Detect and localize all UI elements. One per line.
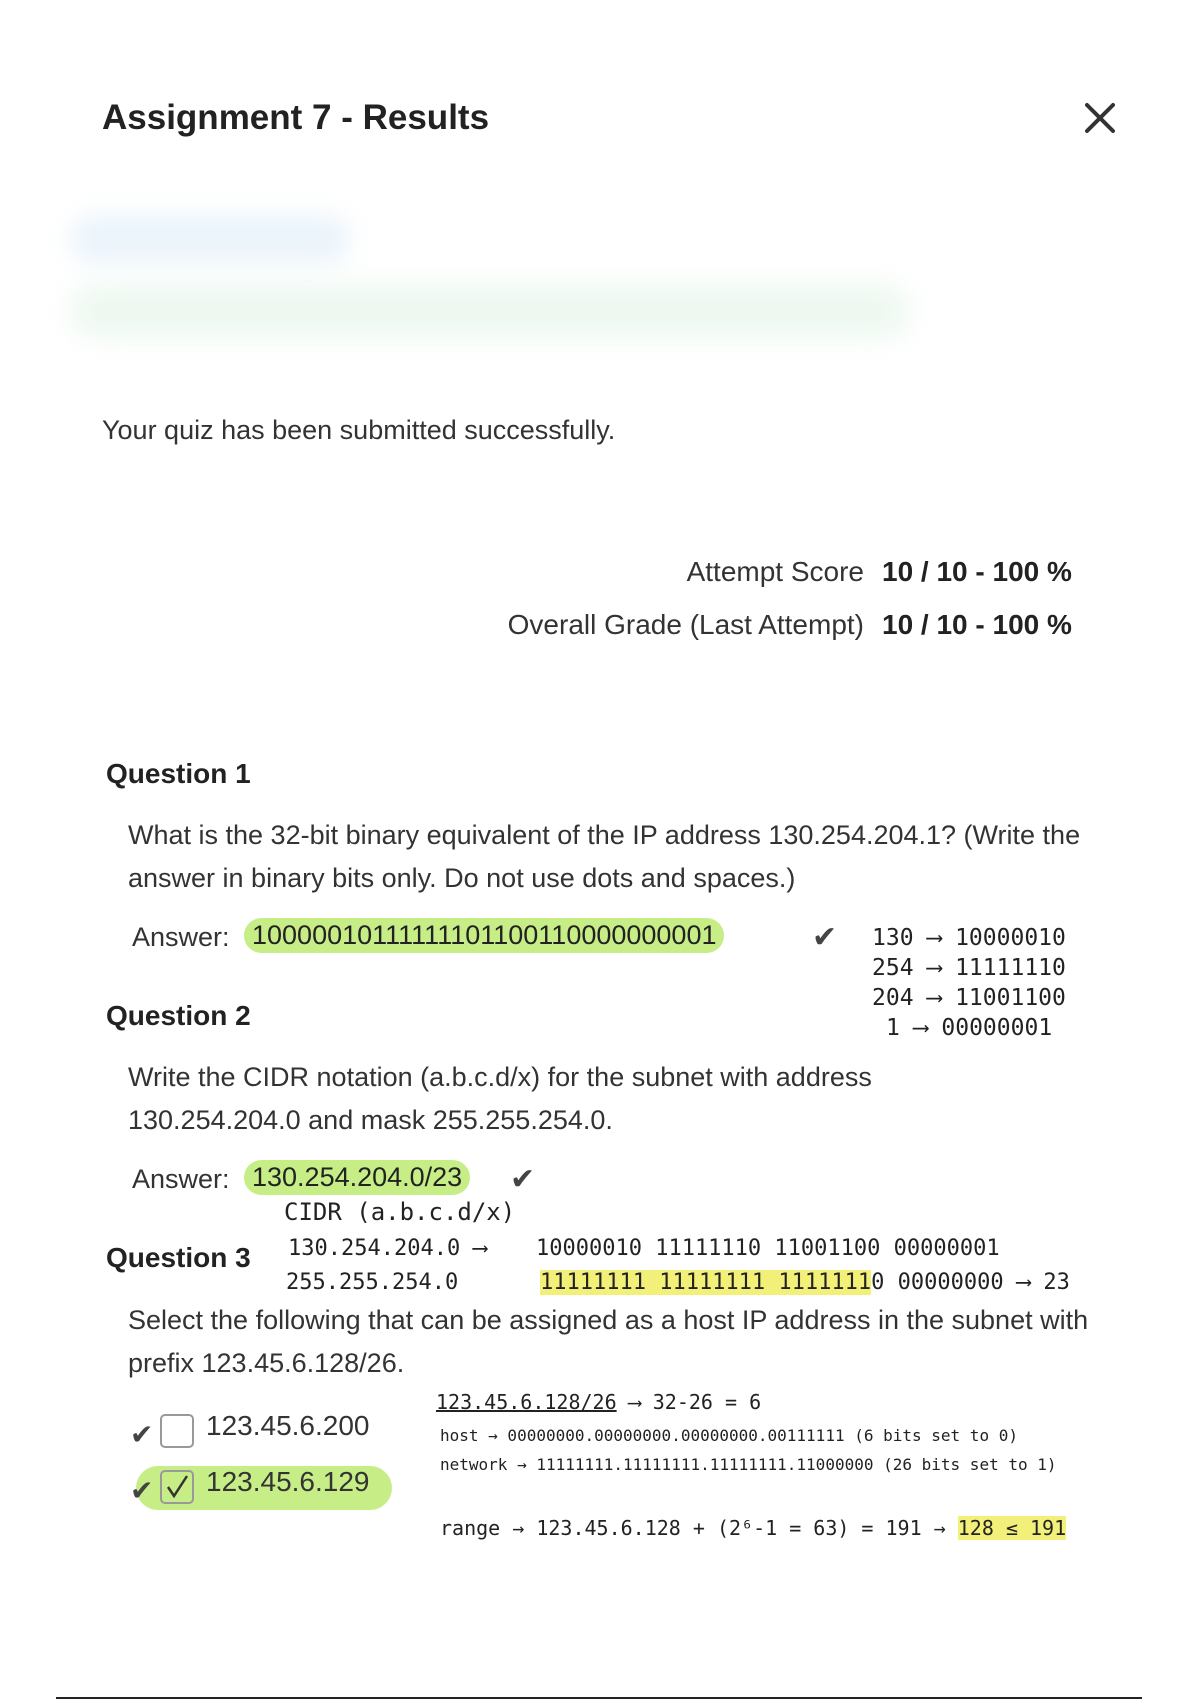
highlighted-ones: 11111111 11111111 1111111 bbox=[540, 1270, 872, 1295]
correct-check-icon: ✔ bbox=[510, 1163, 536, 1196]
correct-check-icon: ✔ bbox=[812, 921, 838, 954]
handwritten-note: ⟶ 32-26 = 6 bbox=[616, 1390, 762, 1414]
handwritten-note: CIDR (a.b.c.d/x) bbox=[284, 1198, 516, 1226]
question-3-heading: Question 3 bbox=[106, 1242, 251, 1273]
question-1-heading: Question 1 bbox=[106, 758, 251, 789]
page-title: Assignment 7 - Results bbox=[102, 98, 490, 137]
question-1-text: What is the 32-bit binary equivalent of the IP address 130.254.204.1? (Write the answer in binary bits only. Do not use dots and spaces.) bbox=[128, 820, 1081, 893]
question-2-answer-label: Answer: bbox=[132, 1164, 230, 1194]
close-button[interactable] bbox=[1078, 96, 1122, 140]
option-2-checkbox[interactable] bbox=[160, 1470, 194, 1504]
handwritten-note: range → 123.45.6.128 + (2⁶-1 = 63) = 191 → bbox=[440, 1516, 958, 1540]
attempt-score-value: 10 / 10 - 100 % bbox=[882, 556, 1072, 587]
handwritten-note: 10000010 11111110 11001100 00000001 bbox=[536, 1236, 1000, 1261]
overall-grade-label: Overall Grade (Last Attempt) bbox=[507, 609, 864, 640]
handwritten-note: 255.255.254.0 bbox=[286, 1270, 459, 1295]
handwritten-note: 254 ⟶ 11111110 bbox=[872, 955, 1066, 981]
handwritten-note: host → 00000000.00000000.00000000.00111111 (6 bits set to 0) bbox=[440, 1426, 1018, 1445]
option-1-label[interactable]: 123.45.6.200 bbox=[206, 1410, 370, 1441]
handwritten-note: 130 ⟶ 10000010 bbox=[872, 925, 1066, 951]
highlighted-note: 128 ≤ 191 bbox=[957, 1516, 1067, 1540]
option-2-label[interactable]: 123.45.6.129 bbox=[206, 1466, 370, 1497]
question-2-heading: Question 2 bbox=[106, 1000, 251, 1031]
submission-status: Your quiz has been submitted successfully. bbox=[102, 415, 616, 445]
question-3-text: Select the following that can be assigned as a host IP address in the subnet with prefix 123.45.6.128/26. bbox=[128, 1305, 1089, 1378]
handwritten-note-line bbox=[440, 1516, 1066, 1540]
question-1-answer-label: Answer: bbox=[132, 922, 230, 952]
handwritten-note-line bbox=[540, 1270, 1070, 1295]
checkmark-icon bbox=[162, 1472, 192, 1502]
handwritten-note: 1 ⟶ 00000001 bbox=[886, 1015, 1053, 1041]
correct-check-icon: ✔ bbox=[130, 1419, 154, 1450]
handwritten-note: 204 ⟶ 11001100 bbox=[872, 985, 1066, 1011]
handwritten-note: 123.45.6.128/26 bbox=[436, 1390, 617, 1414]
question-2-text: Write the CIDR notation (a.b.c.d/x) for the subnet with address 130.254.204.0 and mask 255.255.254.0. bbox=[128, 1062, 872, 1135]
handwritten-note: network → 11111111.11111111.11111111.11000000 (26 bits set to 1) bbox=[440, 1455, 1057, 1474]
question-1-answer: 10000010111111101100110000000001 bbox=[244, 918, 724, 953]
divider bbox=[56, 1697, 1142, 1699]
blurred-banner-line bbox=[70, 285, 910, 337]
option-1-checkbox[interactable] bbox=[160, 1414, 194, 1448]
handwritten-note-line bbox=[436, 1390, 761, 1414]
handwritten-note: 130.254.204.0 ⟶ bbox=[288, 1236, 487, 1261]
overall-grade-value: 10 / 10 - 100 % bbox=[882, 609, 1072, 640]
attempt-score-label: Attempt Score bbox=[686, 556, 864, 587]
blurred-banner-line bbox=[70, 215, 350, 263]
handwritten-note: 0 00000000 ⟶ 23 bbox=[871, 1270, 1070, 1295]
correct-check-icon: ✔ bbox=[130, 1475, 154, 1506]
question-2-answer: 130.254.204.0/23 bbox=[244, 1160, 470, 1195]
close-icon[interactable] bbox=[1078, 96, 1122, 140]
